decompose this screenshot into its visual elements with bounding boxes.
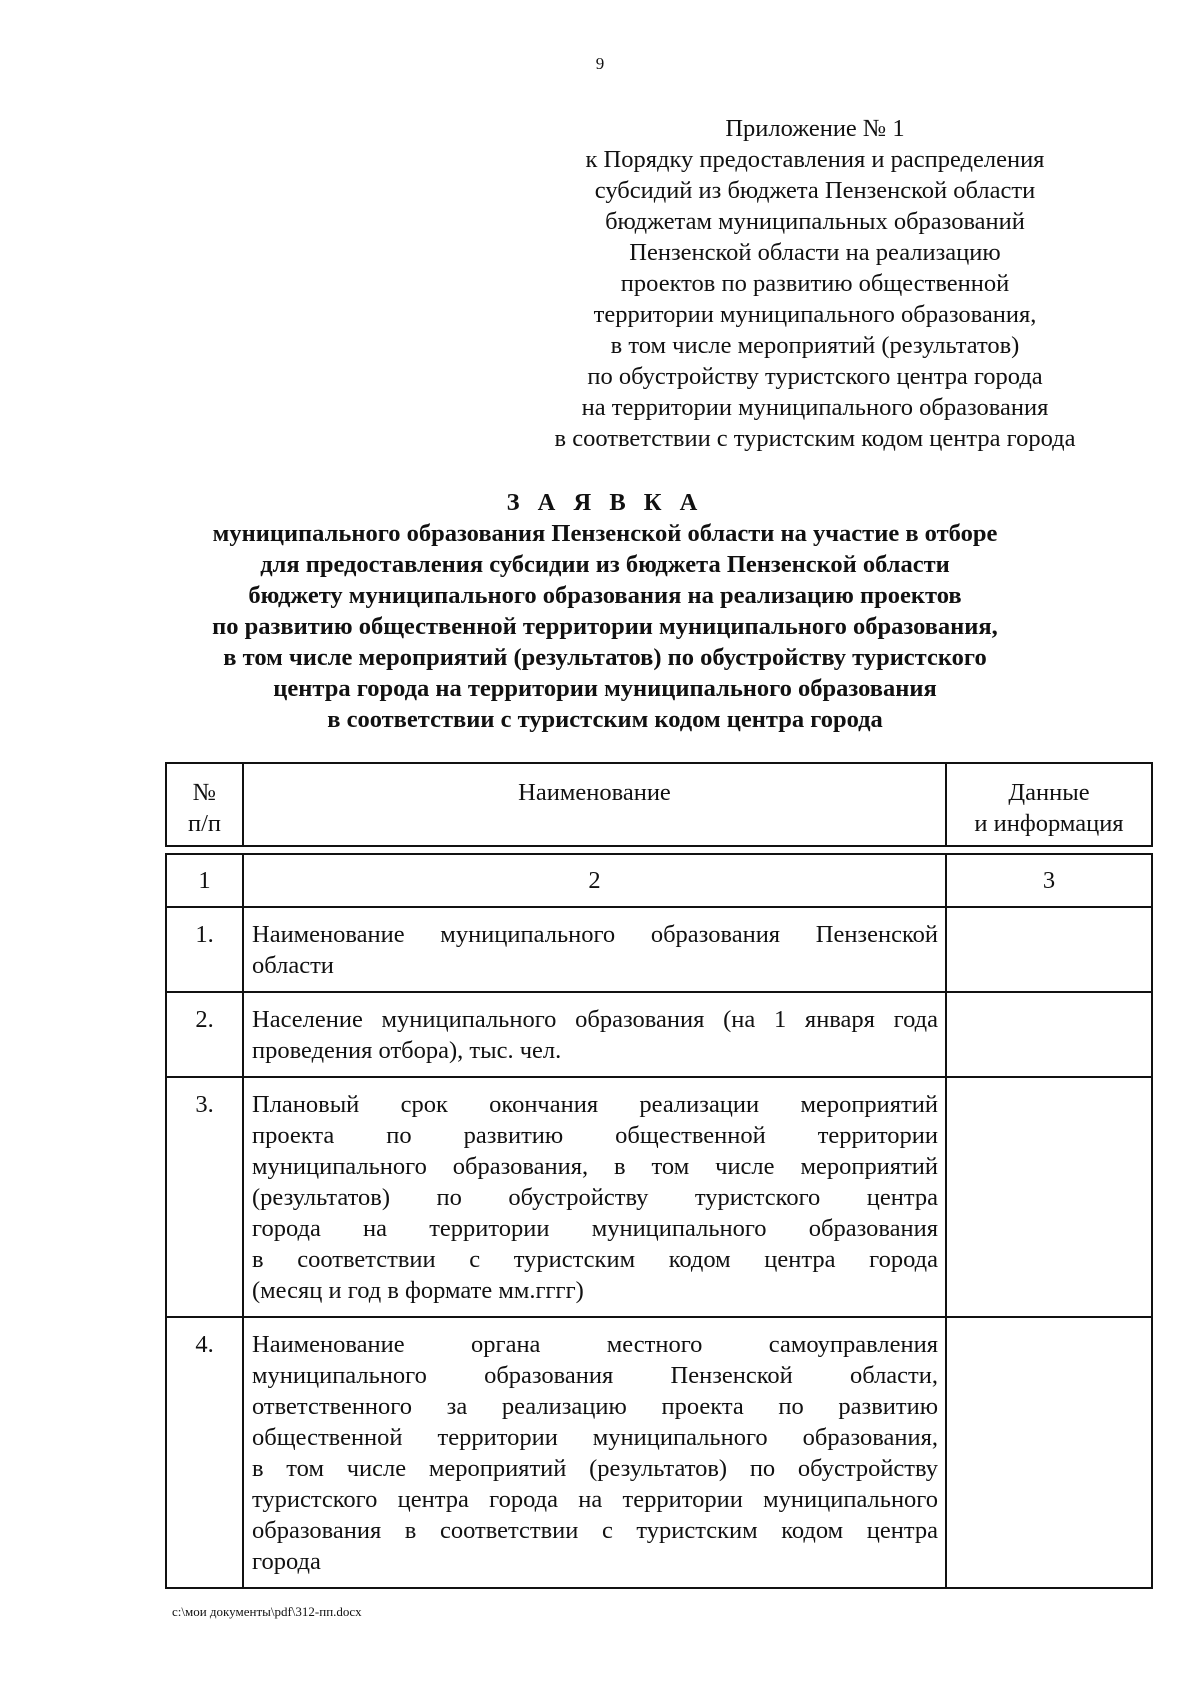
table-header [165, 762, 1153, 847]
file-path-footer: c:\мои документы\pdf\312-пп.docx [172, 1604, 362, 1619]
row-name-line: проекта по развитию общественной территории [252, 1122, 938, 1149]
appendix-line: по обустройству туристского центра города [587, 363, 1043, 390]
row-name [243, 1077, 946, 1317]
header-num-line-1: № [192, 779, 217, 806]
heading-line: для предоставления субсидии из бюджета Пензенской области [260, 551, 950, 578]
row-name-line: в соответствии с туристским кодом центра города [252, 1246, 938, 1273]
row-name-line: Наименование органа местного самоуправления [252, 1331, 938, 1358]
row-number: 2. [166, 992, 243, 1077]
appendix-line: Пензенской области на реализацию [629, 239, 1001, 266]
header-num-cell [166, 763, 243, 846]
heading-line: по развитию общественной территории муниципального образования, [212, 613, 998, 640]
heading-title: З А Я В К А [506, 489, 704, 516]
heading-line: в соответствии с туристским кодом центра города [327, 706, 883, 733]
row-name-line: (результатов) по обустройству туристского центра [252, 1184, 938, 1211]
appendix-block [510, 113, 1120, 454]
heading-line: в том числе мероприятий (результатов) по обустройству туристского [223, 644, 987, 671]
row-value[interactable] [946, 907, 1152, 992]
column-numbers-row [166, 854, 1152, 907]
row-name-line: образования в соответствии с туристским кодом центра [252, 1517, 938, 1544]
row-name-line: Население муниципального образования (на 1 января года [252, 1006, 938, 1033]
row-name-line: в том числе мероприятий (результатов) по обустройству [252, 1455, 938, 1482]
heading-line: муниципального образования Пензенской области на участие в отборе [212, 520, 998, 547]
row-name-line: области [252, 952, 334, 979]
row-value[interactable] [946, 992, 1152, 1077]
row-number: 1. [166, 907, 243, 992]
row-value[interactable] [946, 1317, 1152, 1588]
appendix-line: к Порядку предоставления и распределения [585, 146, 1045, 173]
table-row [166, 992, 1152, 1077]
row-name-line: муниципального образования Пензенской области, [252, 1362, 938, 1389]
table-row [166, 1317, 1152, 1588]
header-num-line-2: п/п [187, 810, 222, 837]
row-name-line: проведения отбора), тыс. чел. [252, 1037, 562, 1064]
row-name-line: ответственного за реализацию проекта по развитию [252, 1393, 938, 1420]
appendix-line: проектов по развитию общественной [620, 270, 1010, 297]
appendix-line: в том числе мероприятий (результатов) [610, 332, 1020, 359]
row-name [243, 907, 946, 992]
column-number-3: 3 [946, 854, 1152, 907]
heading-subtitle [150, 518, 1060, 735]
header-data-line-2: и информация [974, 810, 1124, 837]
appendix-line: территории муниципального образования, [593, 301, 1037, 328]
row-name-line: Наименование муниципального образования Пензенской [252, 921, 938, 948]
row-number: 3. [166, 1077, 243, 1317]
appendix-line: бюджетам муниципальных образований [605, 208, 1025, 235]
row-name-line: общественной территории муниципального образования, [252, 1424, 938, 1451]
row-value[interactable] [946, 1077, 1152, 1317]
row-name-line: муниципального образования, в том числе мероприятий [252, 1153, 938, 1180]
header-data-line-1: Данные [1008, 779, 1090, 806]
application-heading [150, 487, 1060, 735]
heading-line: центра города на территории муниципального образования [273, 675, 937, 702]
row-name-line: города [252, 1548, 321, 1575]
appendix-line: субсидий из бюджета Пензенской области [594, 177, 1036, 204]
appendix-line: на территории муниципального образования [581, 394, 1049, 421]
row-name-line: туристского центра города на территории муниципального [252, 1486, 938, 1513]
row-name [243, 1317, 946, 1588]
row-name-line: (месяц и год в формате мм.гггг) [252, 1277, 584, 1304]
header-name-cell: Наименование [243, 763, 946, 846]
heading-line: бюджету муниципального образования на реализацию проектов [248, 582, 962, 609]
appendix-line: Приложение № 1 [725, 115, 905, 142]
column-number-2: 2 [243, 854, 946, 907]
row-number: 4. [166, 1317, 243, 1588]
row-name-line: Плановый срок окончания реализации мероприятий [252, 1091, 938, 1118]
table-row [166, 907, 1152, 992]
appendix-line: в соответствии с туристским кодом центра города [554, 425, 1076, 452]
row-name-line: города на территории муниципального образования [252, 1215, 938, 1242]
table-row [166, 1077, 1152, 1317]
header-data-cell [946, 763, 1152, 846]
column-number-1: 1 [166, 854, 243, 907]
row-name [243, 992, 946, 1077]
application-table [165, 853, 1153, 1589]
page-number: 9 [595, 54, 605, 73]
